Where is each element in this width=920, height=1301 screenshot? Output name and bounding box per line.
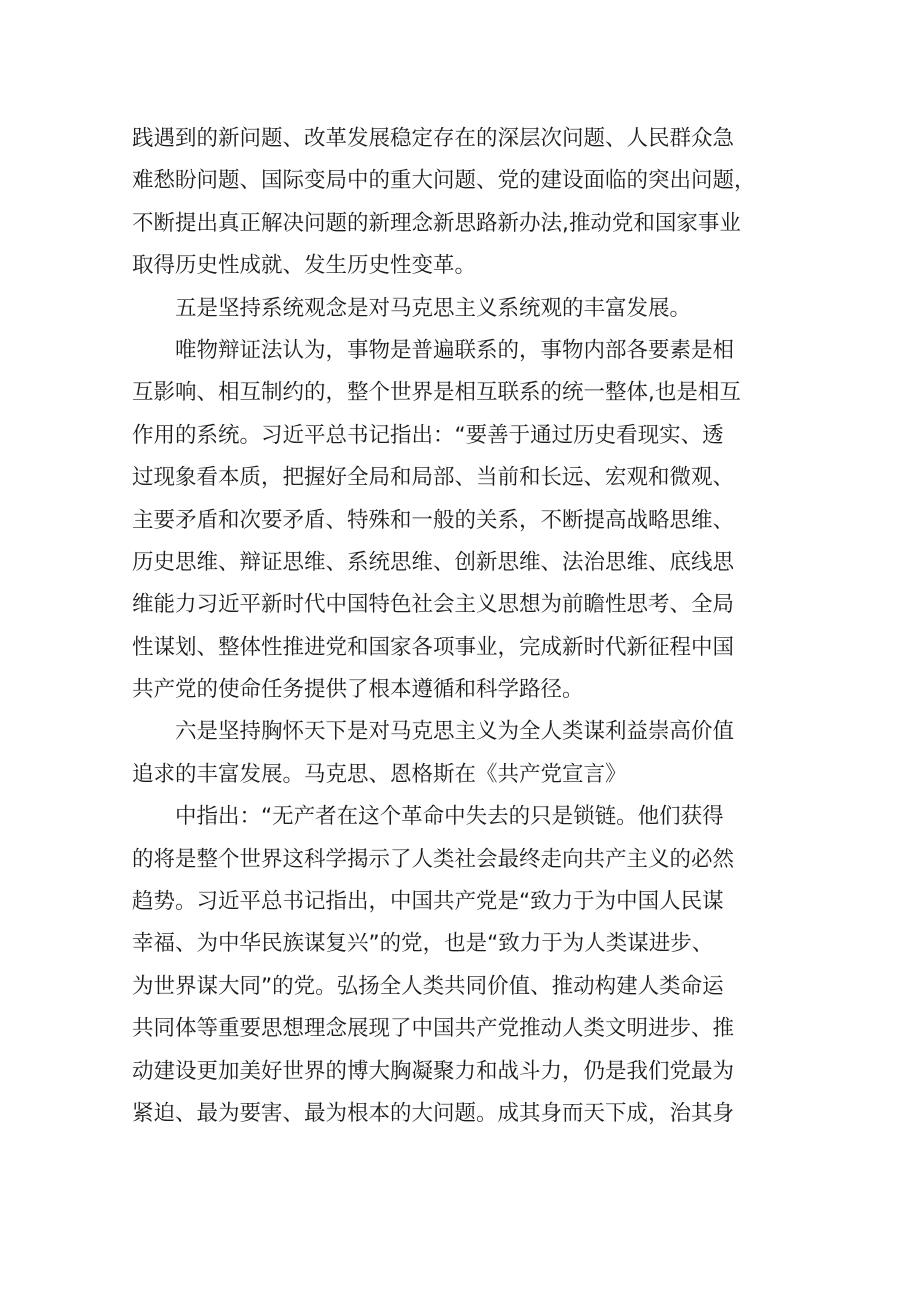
text-line: 维能力习近平新时代中国特色社会主义思想为前瞻性思考、全局 <box>132 592 735 618</box>
text-line: 共同体等重要思想理念展现了中国共产党推动人类文明进步、推 <box>132 1016 735 1042</box>
text-line: 作用的系统。习近平总书记指出：“要善于通过历史看现实、透 <box>132 422 724 448</box>
text-line: 唯物辩证法认为，事物是普遍联系的，事物内部各要素是相 <box>175 337 735 363</box>
text-line: 紧迫、最为要害、最为根本的大问题。成其身而天下成，治其身 <box>132 1100 735 1126</box>
text-line: 过现象看本质，把握好全局和局部、当前和长远、宏观和微观、 <box>132 465 735 491</box>
text-line: 幸福、为中华民族谋复兴”的党，也是“致力于为人类谋进步、 <box>132 931 714 957</box>
text-line: 中指出：“无产者在这个革命中失去的只是锁链。他们获得 <box>175 804 724 830</box>
text-line: 共产党的使命任务提供了根本遵循和科学路径。 <box>132 677 584 703</box>
text-line: 六是坚持胸怀天下是对马克思主义为全人类谋利益崇高价值 <box>175 719 735 745</box>
text-line: 五是坚持系统观念是对马克思主义系统观的丰富发展。 <box>175 295 692 321</box>
text-line: 追求的丰富发展。马克思、恩格斯在《共产党宣言》 <box>132 761 627 787</box>
text-line: 践遇到的新问题、改革发展稳定存在的深层次问题、人民群众急 <box>132 126 735 151</box>
text-line: 历史思维、辩证思维、系统思维、创新思维、法治思维、底线思 <box>132 549 735 575</box>
text-line: 的将是整个世界这科学揭示了人类社会最终走向共产主义的必然 <box>132 846 735 872</box>
body-text <box>132 118 792 1135</box>
text-line: 为世界谋大同”的党。弘扬全人类共同价值、推动构建人类命运 <box>132 973 724 999</box>
text-line: 难愁盼问题、国际变局中的重大问题、党的建设面临的突出问题， <box>132 168 756 194</box>
text-line: 主要矛盾和次要矛盾、特殊和一般的关系，不断提高战略思维、 <box>132 507 735 533</box>
text-line: 动建设更加美好世界的博大胸凝聚力和战斗力，仍是我们党最为 <box>132 1058 735 1084</box>
text-line: 取得历史性成就、发生历史性变革。 <box>132 253 477 279</box>
text-line: 互影响、相互制约的，整个世界是相互联系的统一整体,也是相互 <box>132 380 741 406</box>
text-line: 性谋划、整体性推进党和国家各项事业，完成新时代新征程中国 <box>132 634 735 660</box>
text-line: 趋势。习近平总书记指出，中国共产党是“致力于为中国人民谋 <box>132 889 724 915</box>
text-line: 不断提出真正解决问题的新理念新思路新办法,推动党和国家事业 <box>132 210 741 236</box>
